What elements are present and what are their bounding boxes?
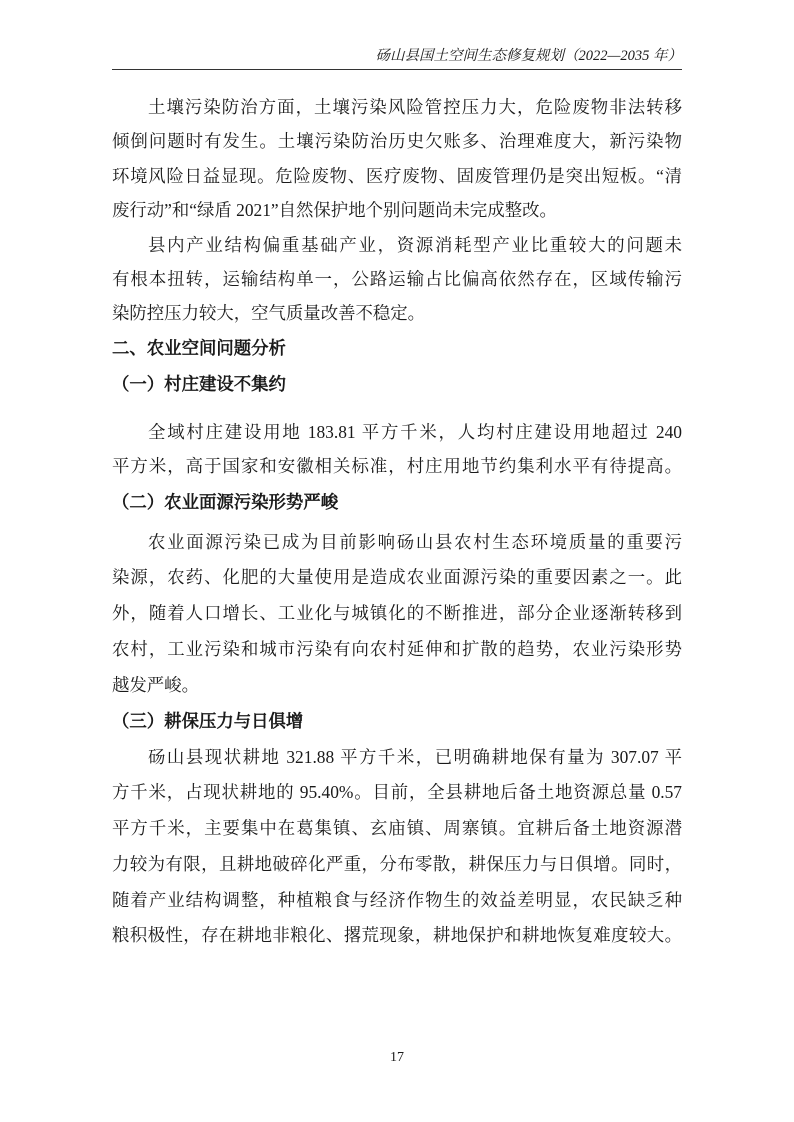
paragraph-village-land: [112, 415, 682, 484]
subsection-heading-pollution: （二）农业面源污染形势严峻: [112, 492, 339, 513]
paragraph-soil-pollution: [112, 90, 682, 228]
subsection-heading-farmland: （三）耕保压力与日俱增: [112, 711, 304, 732]
paragraph-line: 粮积极性，存在耕地非粮化、撂荒现象，耕地保护和耕地恢复难度较大。: [112, 925, 682, 946]
paragraph-line: 随着产业结构调整，种植粮食与经济作物生的效益差明显，农民缺乏种: [112, 889, 682, 910]
paragraph-line: 外，随着人口增长、工业化与城镇化的不断推进，部分企业逐渐转移到: [112, 603, 682, 624]
section-heading: 二、农业空间问题分析: [112, 338, 286, 359]
paragraph-line: 农业面源污染已成为目前影响砀山县农村生态环境质量的重要污: [148, 531, 682, 552]
paragraph-line: 砀山县现状耕地 321.88 平方千米，已明确耕地保有量为 307.07 平: [148, 746, 682, 767]
document-body: [112, 90, 682, 954]
paragraph-line: 废行动”和“绿盾 2021”自然保护地个别问题尚未完成整改。: [112, 200, 557, 221]
paragraph-line: 环境风险日益显现。危险废物、医疗废物、固废管理仍是突出短板。“清: [112, 165, 682, 186]
paragraph-agri-pollution: [112, 525, 682, 704]
running-header: 砀山县国土空间生态修复规划（2022—2035 年）: [112, 44, 682, 70]
paragraph-farmland-protection: [112, 740, 682, 955]
paragraph-line: 平方千米，主要集中在葛集镇、玄庙镇、周寨镇。宜耕后备土地资源潜: [112, 818, 682, 839]
page-number: 17: [390, 1050, 404, 1065]
paragraph-line: 方千米，占现状耕地的 95.40%。目前，全县耕地后备土地资源总量 0.57: [112, 782, 682, 803]
paragraph-line: 倾倒问题时有发生。土壤污染防治历史欠账多、治理难度大，新污染物: [112, 131, 682, 152]
paragraph-line: 土壤污染防治方面，土壤污染风险管控压力大，危险废物非法转移: [148, 97, 682, 117]
subsection-heading-village: （一）村庄建设不集约: [112, 374, 286, 395]
paragraph-line: 染防控压力较大，空气质量改善不稳定。: [112, 303, 426, 324]
paragraph-line: 县内产业结构偏重基础产业，资源消耗型产业比重较大的问题未: [148, 234, 682, 255]
paragraph-industry-structure: [112, 228, 682, 331]
paragraph-line: 越发严峻。: [112, 674, 199, 695]
paragraph-line: 农村，工业污染和城市污染有向农村延伸和扩散的趋势，农业污染形势: [112, 638, 682, 659]
paragraph-line: 力较为有限，且耕地破碎化严重，分布零散，耕保压力与日俱增。同时，: [112, 853, 682, 874]
paragraph-line: 有根本扭转，运输结构单一，公路运输占比偏高依然存在，区域传输污: [112, 268, 682, 289]
paragraph-line: 全域村庄建设用地 183.81 平方千米，人均村庄建设用地超过 240: [148, 421, 682, 442]
paragraph-line: 染源，农药、化肥的大量使用是造成农业面源污染的重要因素之一。此: [112, 567, 682, 588]
paragraph-line: 平方米，高于国家和安徽相关标准，村庄用地节约集利水平有待提高。: [112, 456, 682, 477]
